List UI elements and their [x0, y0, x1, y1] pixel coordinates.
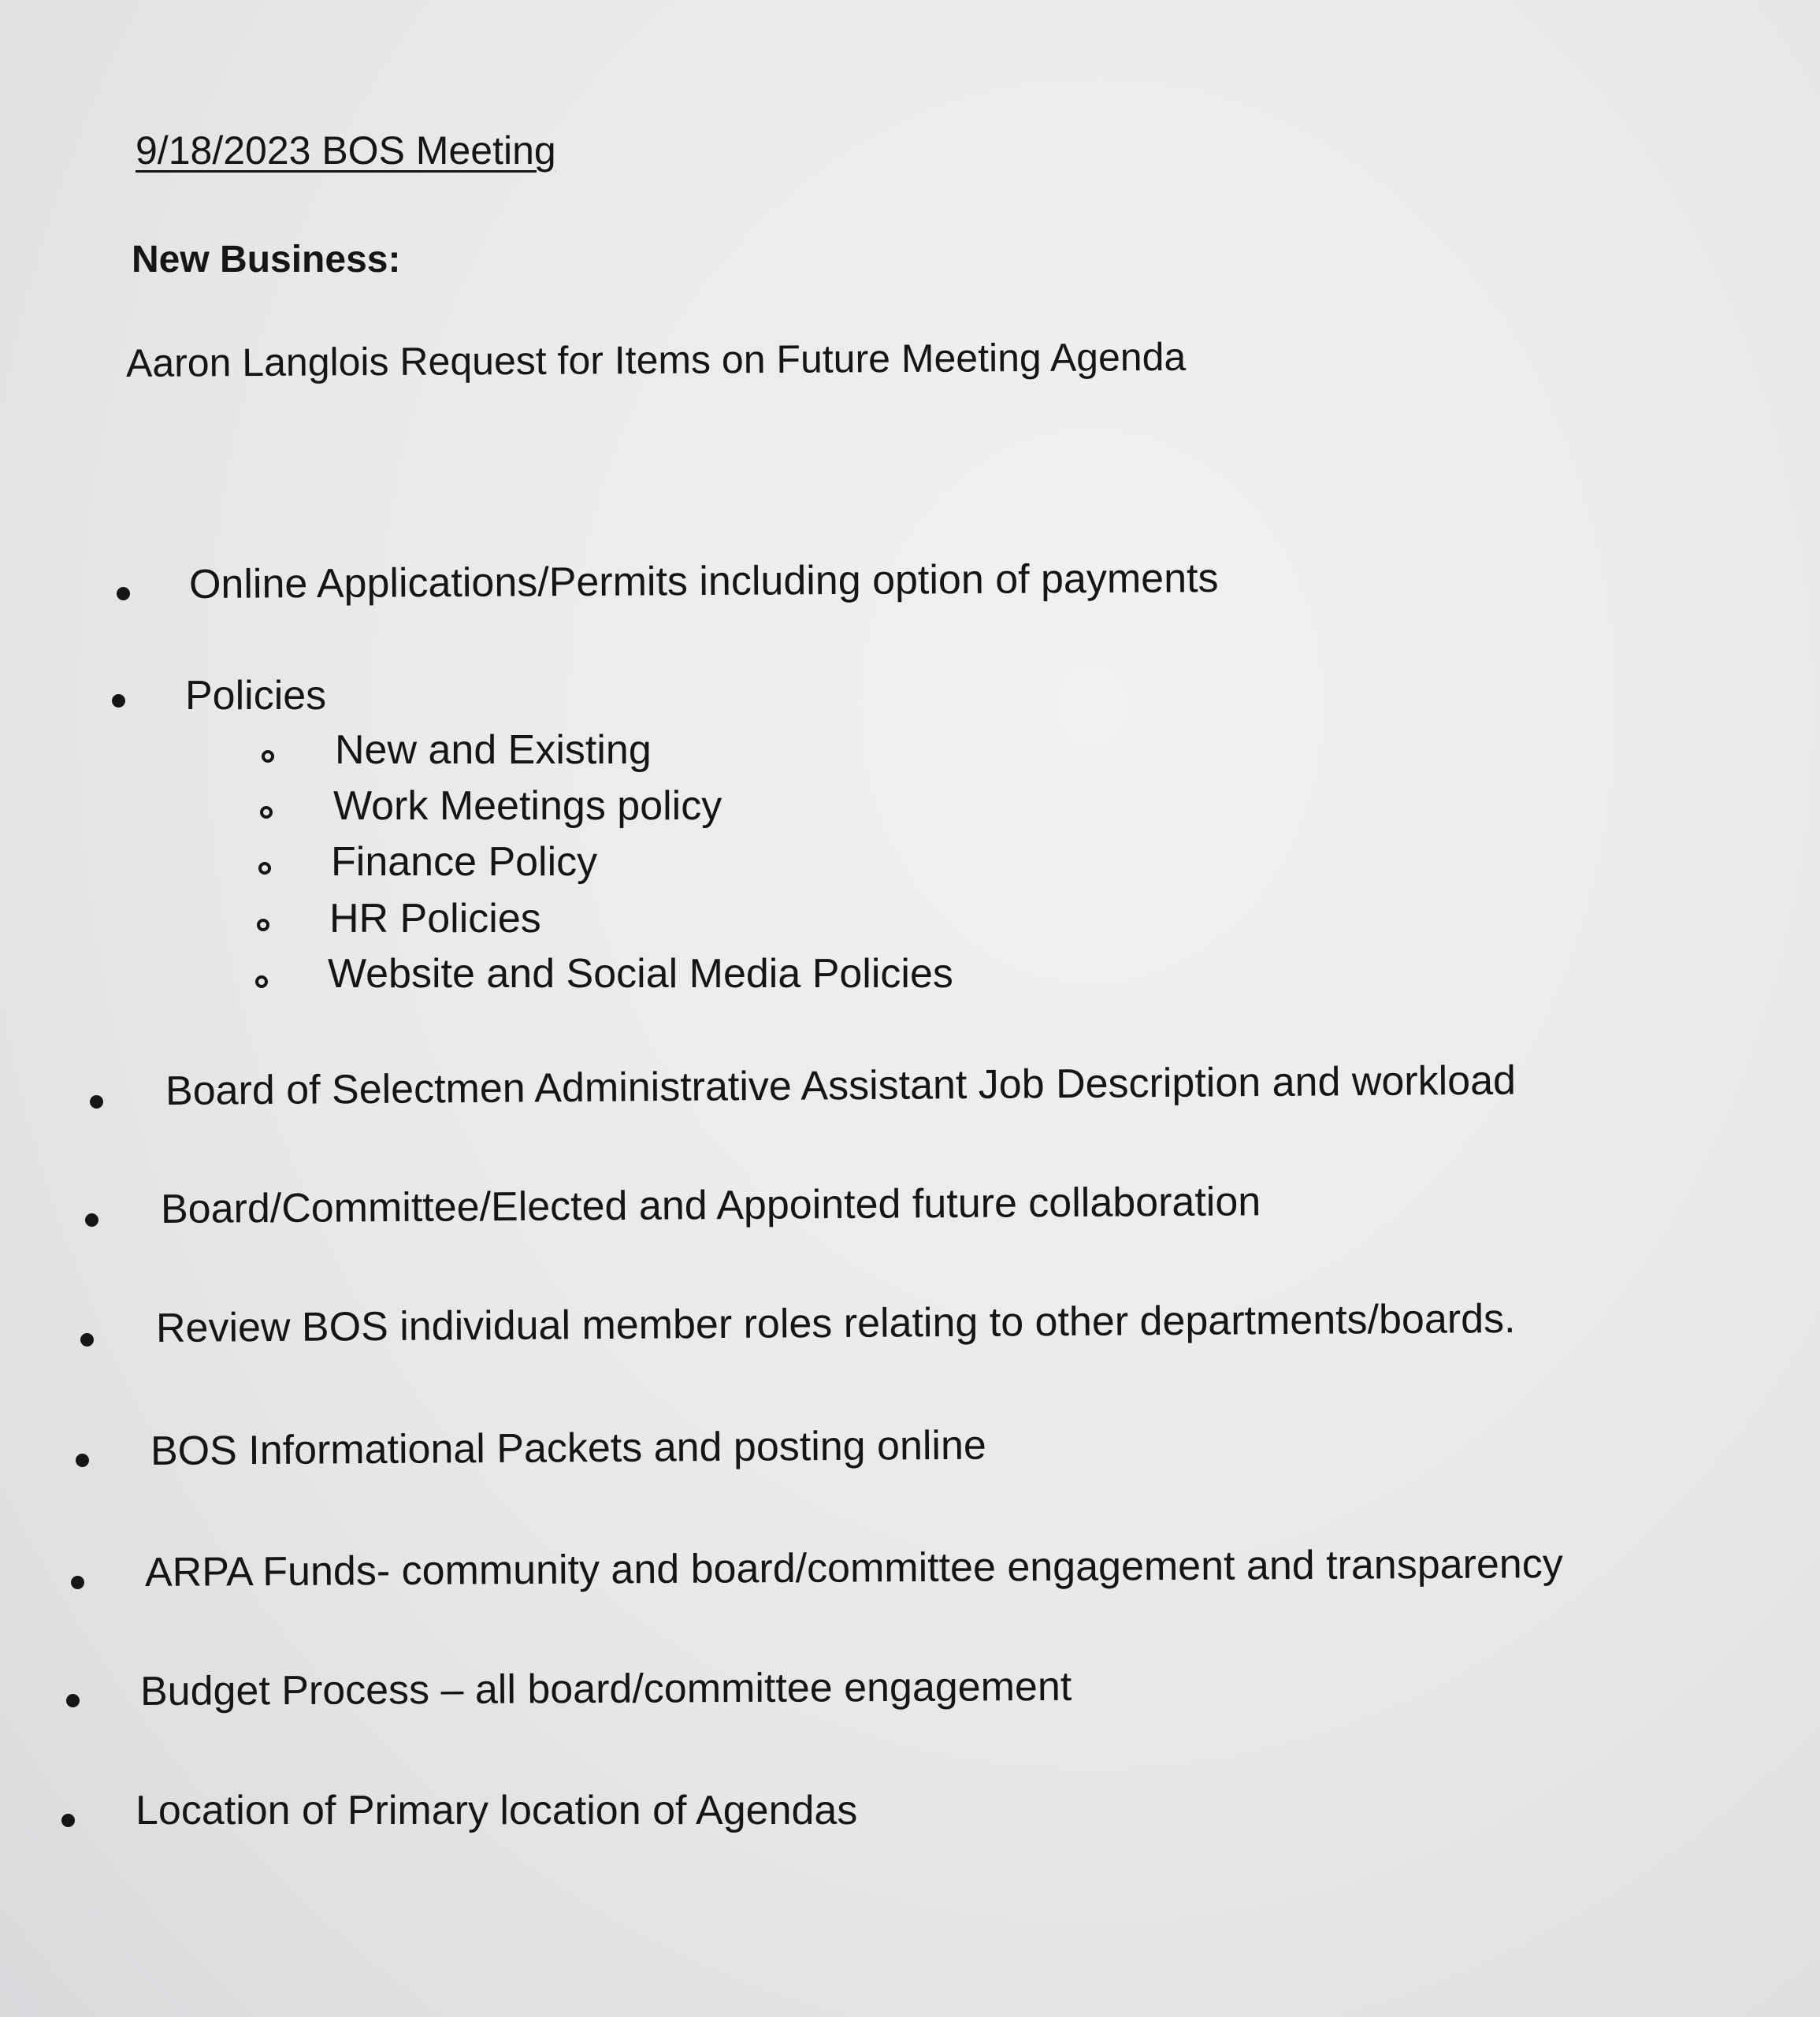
agenda-item: BOS Informational Packets and posting online — [150, 1422, 987, 1474]
agenda-item: ARPA Funds- community and board/committee engagement and transparency — [144, 1541, 1563, 1595]
bullet-icon — [85, 1213, 98, 1227]
agenda-item: Location of Primary location of Agendas — [136, 1788, 858, 1833]
hollow-bullet-icon — [257, 919, 269, 931]
agenda-item: Board/Committee/Elected and Appointed future collaboration — [160, 1179, 1261, 1232]
bullet-icon — [61, 1814, 75, 1827]
agenda-item: Board of Selectmen Administrative Assistant Job Description and workload — [165, 1057, 1517, 1114]
meeting-title: 9/18/2023 BOS Meeting — [136, 128, 556, 173]
bullet-icon — [66, 1694, 80, 1707]
agenda-item: Policies — [185, 673, 327, 719]
bullet-icon — [90, 1095, 103, 1109]
section-heading: New Business: — [132, 239, 401, 280]
policy-subitem: Finance Policy — [331, 839, 598, 885]
policy-subitem: New and Existing — [335, 727, 652, 773]
bullet-icon — [117, 587, 130, 600]
policy-subitem: Work Meetings policy — [333, 783, 722, 829]
bullet-icon — [76, 1454, 89, 1467]
policy-subitem: Website and Social Media Policies — [328, 951, 953, 997]
hollow-bullet-icon — [258, 862, 271, 875]
bullet-icon — [71, 1576, 84, 1589]
hollow-bullet-icon — [260, 806, 273, 819]
hollow-bullet-icon — [262, 750, 274, 763]
agenda-item: Review BOS individual member roles relating to other departments/boards. — [155, 1295, 1516, 1351]
policy-subitem: HR Policies — [329, 896, 541, 942]
agenda-item: Online Applications/Permits including option of payments — [188, 555, 1219, 607]
agenda-item: Budget Process – all board/committee engagement — [139, 1663, 1072, 1714]
request-line: Aaron Langlois Request for Items on Future Meeting Agenda — [125, 334, 1187, 385]
hollow-bullet-icon — [255, 975, 268, 988]
bullet-icon — [80, 1333, 94, 1347]
bullet-icon — [112, 694, 125, 708]
